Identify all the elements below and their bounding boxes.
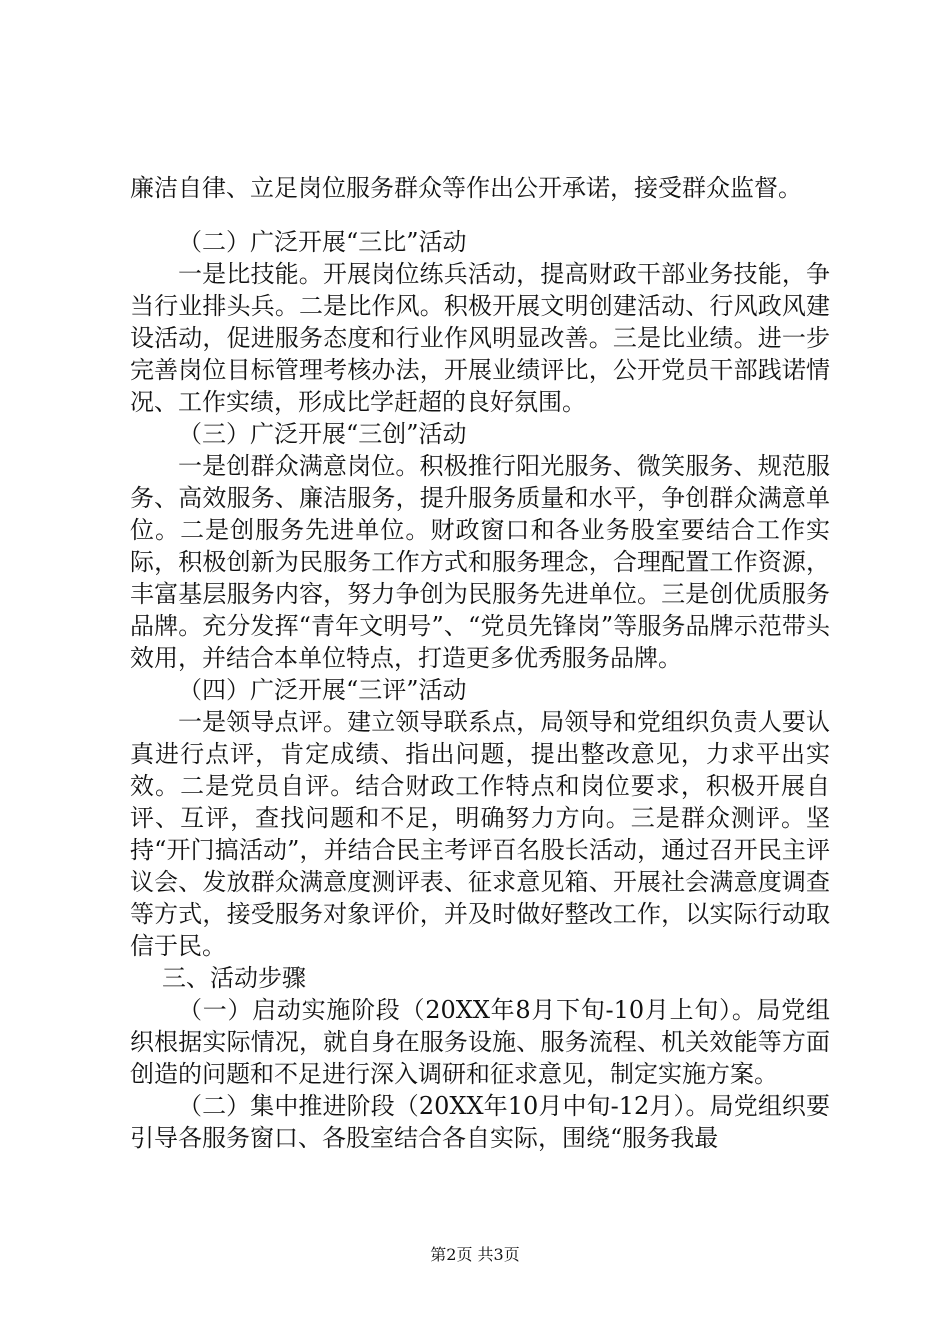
heading-sanping: （四）广泛开展“三评”活动	[178, 676, 467, 704]
document-body	[130, 172, 830, 1154]
paragraph-step-one: （一）启动实施阶段（20XX年8月下旬-10月上旬）。局党组织根据实际情况，就自身在服务设施、服务流程、机关效能等方面创造的问题和不足进行深入调研和征求意见，制定实施方案。	[130, 996, 830, 1088]
paragraph-sanchuang: 一是创群众满意岗位。积极推行阳光服务、微笑服务、规范服务、高效服务、廉洁服务，提升服务质量和水平，争创群众满意单位。二是创服务先进单位。财政窗口和各业务股室要结合工作实际，积极创新为民服务工作方式和服务理念，合理配置工作资源，丰富基层服务内容，努力争创为民服务先进单位。三是创优质服务品牌。充分发挥“青年文明号”、“党员先锋岗”等服务品牌示范带头效用，并结合本单位特点，打造更多优秀服务品牌。	[130, 452, 830, 672]
paragraph-sanping: 一是领导点评。建立领导联系点，局领导和党组织负责人要认真进行点评，肯定成绩、指出问题，提出整改意见，力求平出实效。二是党员自评。结合财政工作特点和岗位要求，积极开展自评、互评，查找问题和不足，明确努力方向。三是群众测评。坚持“开门搞活动”，并结合民主考评百名股长活动，通过召开民主评议会、发放群众满意度测评表、征求意见箱、开展社会满意度调查等方式，接受服务对象评价，并及时做好整改工作，以实际行动取信于民。	[130, 708, 830, 960]
paragraph-sanbi: 一是比技能。开展岗位练兵活动，提高财政干部业务技能，争当行业排头兵。二是比作风。积极开展文明创建活动、行风政风建设活动，促进服务态度和行业作风明显改善。三是比业绩。进一步完善岗位目标管理考核办法，开展业绩评比，公开党员干部践诺情况、工作实绩，形成比学赶超的良好氛围。	[130, 260, 830, 416]
paragraph-step-two: （二）集中推进阶段（20XX年10月中旬-12月）。局党组织要引导各服务窗口、各股室结合各自实际，围绕“服务我最	[130, 1092, 830, 1152]
heading-sanbi: （二）广泛开展“三比”活动	[178, 228, 467, 256]
heading-sanchuang: （三）广泛开展“三创”活动	[178, 420, 467, 448]
paragraph-continuation: 廉洁自律、立足岗位服务群众等作出公开承诺，接受群众监督。	[130, 174, 802, 202]
page-number-footer: 第2页 共3页	[430, 1245, 520, 1264]
section-heading-steps: 三、活动步骤	[162, 964, 306, 992]
